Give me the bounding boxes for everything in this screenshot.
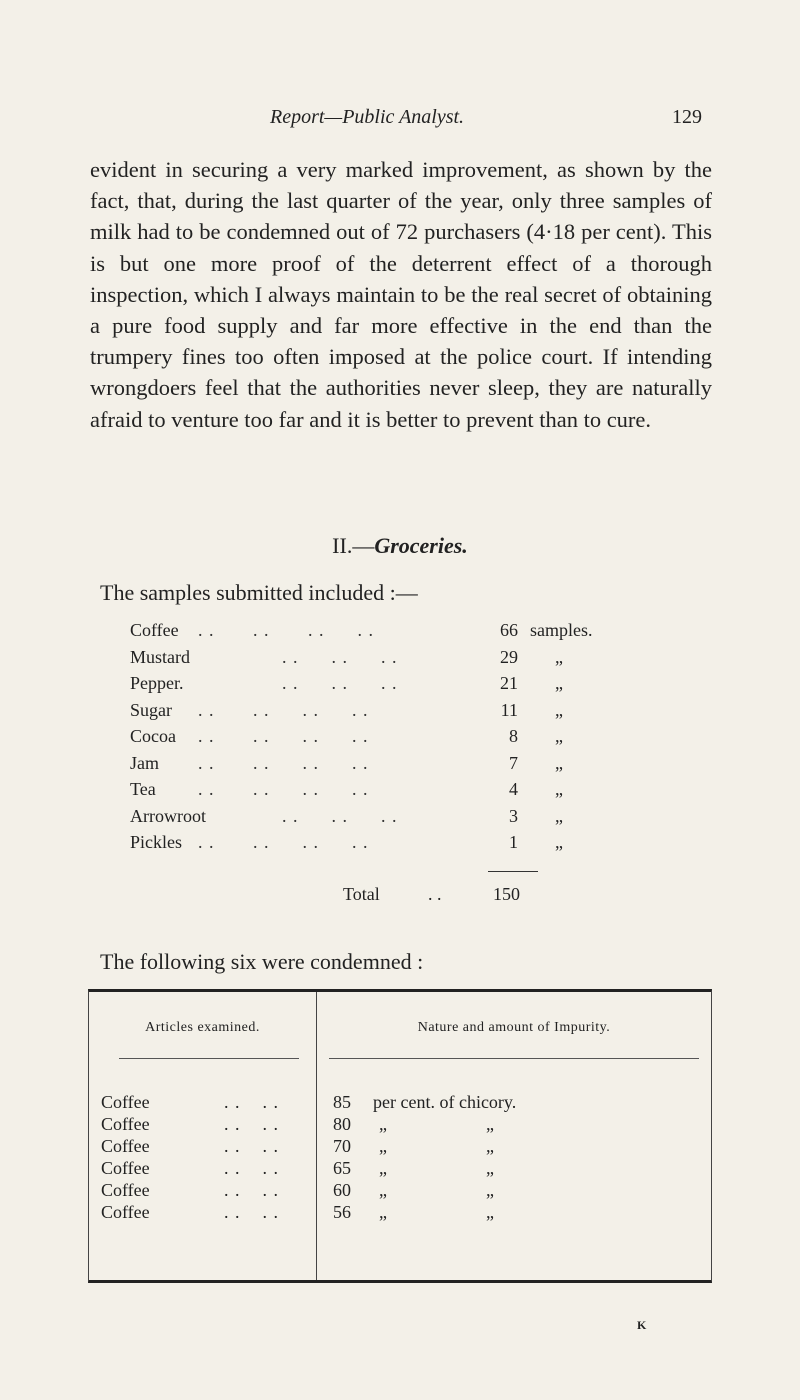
sample-unit: „: [555, 805, 563, 826]
leader-dots: . . . .: [224, 1136, 279, 1156]
header-rule: [119, 1058, 299, 1059]
sample-row: [130, 832, 650, 859]
table-row: [89, 1114, 711, 1136]
body-paragraph: evident in securing a very marked improvement, as shown by the fact, that, during the last quarter of the year, only three samples of milk had to be condemned out of 72 purchasers (4·18 per cent). This is but one more proof of the deterrent effect of a thorough inspection, which I always maintain to be the real secret of obtaining a pure food supply and far more effective in the end than the trumpery fines too often imposed at the police court. If intending wrongdoers feel that the authorities never sleep, they are naturally afraid to venture too far and it is better to prevent than to cure.: [90, 157, 712, 432]
sample-row: [130, 753, 650, 780]
leader-dots: . . . . . .: [282, 805, 398, 826]
sample-unit: „: [555, 726, 563, 746]
article-name: Coffee: [101, 1114, 150, 1134]
leader-dots: . . . . . . . .: [198, 832, 369, 852]
impurity-value: 65: [333, 1158, 351, 1178]
sample-count: 29: [500, 646, 518, 667]
ditto-mark: „: [486, 1202, 494, 1222]
table-row: [89, 1092, 711, 1114]
header-impurity: Nature and amount of Impurity.: [417, 1020, 611, 1035]
sample-count: 3: [509, 805, 518, 826]
sample-count: 1: [509, 832, 518, 852]
ditto-mark: „: [379, 1136, 387, 1156]
table-row: [89, 1136, 711, 1158]
sample-row: [130, 726, 650, 753]
leader-dots: . . . . . . . .: [198, 620, 374, 640]
sample-unit: „: [555, 646, 563, 667]
section-number: II.—: [332, 533, 375, 558]
sample-name: Jam: [130, 752, 159, 773]
table-row: [89, 1202, 711, 1224]
impurity-value: 56: [333, 1202, 351, 1222]
sample-name: Coffee: [130, 620, 179, 640]
article-name: Coffee: [101, 1136, 150, 1156]
sample-row: [130, 620, 650, 647]
sample-name: Arrowroot: [130, 805, 206, 826]
ditto-mark: „: [486, 1158, 494, 1178]
sample-unit: „: [555, 673, 563, 693]
sample-name: Pickles: [130, 832, 182, 852]
sample-unit: „: [555, 752, 563, 773]
leader-dots: . . . .: [224, 1202, 279, 1222]
ditto-mark: „: [486, 1180, 494, 1200]
sample-row: [130, 673, 650, 700]
leader-dots: . . . .: [224, 1114, 279, 1134]
ditto-mark: „: [379, 1158, 387, 1178]
leader-dots: . . . . . .: [282, 673, 398, 693]
leader-dots: . . . . . . . .: [198, 699, 369, 720]
leader-dots: . . . . . .: [282, 646, 398, 667]
leader-dots: . . . . . . . .: [198, 726, 369, 746]
sample-name: Pepper.: [130, 673, 184, 693]
sample-count: 4: [509, 779, 518, 799]
article-name: Coffee: [101, 1180, 150, 1200]
table-row: [89, 1180, 711, 1202]
leader-dots: . . . . . . . .: [198, 779, 369, 799]
page-header: [0, 106, 800, 136]
ditto-mark: „: [379, 1180, 387, 1200]
page-number: 129: [672, 106, 702, 128]
condemned-table: [88, 989, 712, 1283]
condemned-intro: The following six were condemned :: [100, 949, 424, 974]
leader-dots: . . . .: [224, 1092, 279, 1112]
sample-count: 7: [509, 752, 518, 773]
sample-unit: „: [555, 832, 563, 852]
sample-count: 8: [509, 726, 518, 746]
leader-dots: . . . .: [224, 1180, 279, 1200]
sample-count: 11: [500, 699, 518, 720]
sample-name: Sugar: [130, 699, 172, 720]
running-head: Report—Public Analyst.: [270, 106, 465, 128]
impurity-description: per cent. of chicory.: [373, 1092, 517, 1112]
sample-row: [130, 779, 650, 806]
total-label: Total: [343, 884, 380, 904]
total-row: [130, 884, 650, 910]
sample-unit: samples.: [530, 620, 593, 640]
impurity-value: 85: [333, 1092, 351, 1112]
samples-list: [130, 620, 650, 859]
leader-dots: . .: [428, 884, 442, 904]
sample-unit: „: [555, 699, 563, 720]
total-rule: [488, 871, 538, 872]
article-name: Coffee: [101, 1092, 150, 1112]
ditto-mark: „: [486, 1136, 494, 1156]
sample-row: [130, 647, 650, 674]
leader-dots: . . . . . . . .: [198, 752, 369, 773]
header-rule: [329, 1058, 699, 1059]
sample-count: 66: [500, 620, 518, 640]
samples-intro: The samples submitted included :—: [100, 580, 418, 605]
table-row: [89, 1158, 711, 1180]
sample-row: [130, 806, 650, 833]
impurity-value: 60: [333, 1180, 351, 1200]
section-heading: [0, 533, 800, 559]
total-value: 150: [493, 884, 520, 904]
ditto-mark: „: [379, 1202, 387, 1222]
ditto-mark: „: [379, 1114, 387, 1134]
impurity-value: 80: [333, 1114, 351, 1134]
sample-unit: „: [555, 779, 563, 799]
section-title: Groceries.: [374, 533, 468, 558]
signature-mark: K: [637, 1318, 647, 1332]
article-name: Coffee: [101, 1202, 150, 1222]
sample-count: 21: [500, 673, 518, 693]
sample-name: Mustard: [130, 646, 190, 667]
sample-name: Cocoa: [130, 726, 176, 746]
sample-name: Tea: [130, 779, 156, 799]
leader-dots: . . . .: [224, 1158, 279, 1178]
sample-row: [130, 700, 650, 727]
ditto-mark: „: [486, 1114, 494, 1134]
impurity-value: 70: [333, 1136, 351, 1156]
article-name: Coffee: [101, 1158, 150, 1178]
header-articles: Articles examined.: [145, 1020, 260, 1035]
